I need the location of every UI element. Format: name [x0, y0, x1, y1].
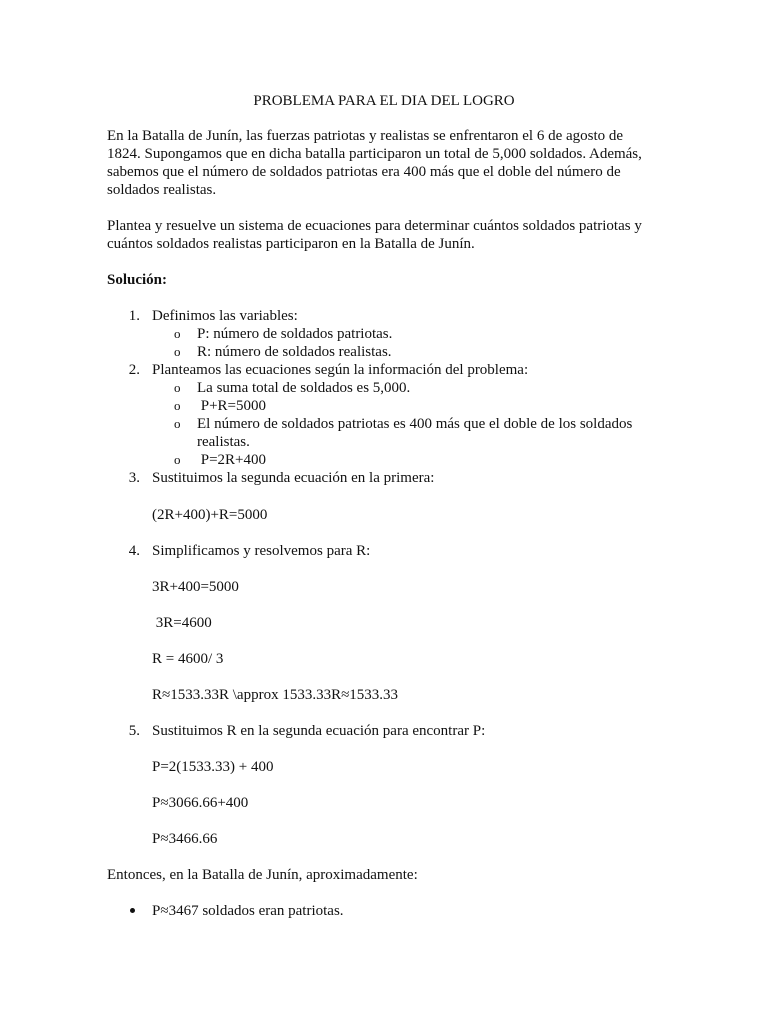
sub-bullet-marker: o: [174, 326, 181, 341]
list-number: 3.: [128, 470, 140, 486]
step-5-text: Sustituimos R en la segunda ecuación para encontrar P:: [152, 723, 486, 739]
task-line: cuántos soldados realistas participaron en la Batalla de Junín.: [107, 236, 475, 252]
step-4-text: Simplificamos y resolvemos para R:: [152, 543, 371, 559]
list-number: 1.: [128, 308, 140, 324]
step-4-equation: 3R=4600: [152, 615, 212, 631]
step-2-item: P=2R+400: [197, 452, 267, 468]
step-3-text: Sustituimos la segunda ecuación en la primera:: [152, 470, 435, 486]
solution-heading: Solución:: [107, 272, 168, 288]
list-number: 4.: [128, 543, 140, 559]
intro-line: sabemos que el número de soldados patriotas era 400 más que el doble del número de: [107, 164, 621, 180]
step-2-item: P+R=5000: [197, 398, 267, 414]
document-title: PROBLEMA PARA EL DIA DEL LOGRO: [253, 93, 515, 109]
intro-line: 1824. Supongamos que en dicha batalla participaron un total de 5,000 soldados. Además,: [107, 146, 642, 162]
step-4-equation: R≈1533.33R \approx 1533.33R≈1533.33: [152, 687, 399, 703]
list-number: 5.: [128, 723, 140, 739]
step-2-item: El número de soldados patriotas es 400 más que el doble de los soldados: [197, 416, 633, 432]
sub-bullet-marker: o: [174, 416, 181, 431]
sub-bullet-marker: o: [174, 398, 181, 413]
intro-line: En la Batalla de Junín, las fuerzas patriotas y realistas se enfrentaron el 6 de agosto de: [107, 128, 624, 144]
sub-bullet-marker: o: [174, 452, 181, 467]
step-1-text: Definimos las variables:: [152, 308, 298, 324]
intro-line: soldados realistas.: [107, 182, 217, 198]
step-5-equation: P=2(1533.33) + 400: [152, 759, 274, 775]
step-5-equation: P≈3466.66: [152, 831, 218, 847]
conclusion-text: Entonces, en la Batalla de Junín, aproximadamente:: [107, 867, 418, 883]
step-2-item: realistas.: [197, 434, 250, 450]
step-1-item: R: número de soldados realistas.: [197, 344, 392, 360]
sub-bullet-marker: o: [174, 380, 181, 395]
step-2-item: La suma total de soldados es 5,000.: [197, 380, 411, 396]
step-4-equation: 3R+400=5000: [152, 579, 239, 595]
final-bullet-item: P≈3467 soldados eran patriotas.: [152, 903, 344, 919]
task-line: Plantea y resuelve un sistema de ecuaciones para determinar cuántos soldados patriotas y: [107, 218, 642, 234]
step-5-equation: P≈3066.66+400: [152, 795, 249, 811]
step-4-equation: R = 4600/ 3: [152, 651, 224, 667]
step-3-equation: (2R+400)+R=5000: [152, 507, 268, 523]
list-number: 2.: [128, 362, 140, 378]
sub-bullet-marker: o: [174, 344, 181, 359]
step-2-text: Planteamos las ecuaciones según la información del problema:: [152, 362, 529, 378]
bullet-dot: [130, 908, 135, 913]
step-1-item: P: número de soldados patriotas.: [197, 326, 393, 342]
